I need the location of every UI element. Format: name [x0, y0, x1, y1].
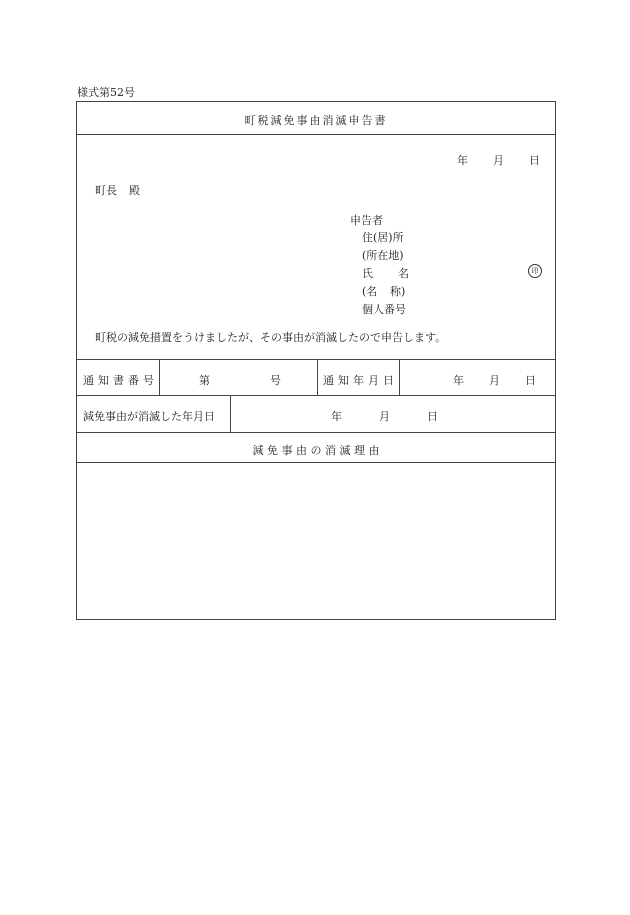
divider — [77, 359, 555, 360]
notice-number-suffix: 号 — [270, 374, 281, 387]
applicant-title-b: 称) — [390, 285, 406, 298]
divider — [317, 359, 318, 395]
divider — [159, 359, 160, 395]
divider — [77, 395, 555, 396]
extinct-date-month: 月 — [379, 410, 390, 423]
notice-number-prefix: 第 — [199, 374, 210, 387]
applicant-name-a: 氏 — [362, 267, 373, 280]
applicant-address: 住(居)所 — [362, 231, 404, 244]
addressee-mayor: 町長 — [95, 184, 117, 197]
date-month: 月 — [493, 154, 504, 167]
date-day: 日 — [529, 154, 540, 167]
extinct-date-year: 年 — [331, 410, 342, 423]
divider — [77, 134, 555, 135]
applicant-name-b: 名 — [398, 267, 409, 280]
applicant-personal-number: 個人番号 — [362, 303, 406, 316]
reason-body[interactable] — [77, 463, 555, 619]
form-number: 様式第52号 — [77, 86, 135, 99]
statement-text: 町税の減免措置をうけましたが、その事由が消滅したので申告します。 — [95, 331, 447, 344]
extinct-date-day: 日 — [427, 410, 438, 423]
notice-date-month: 月 — [489, 374, 500, 387]
notice-date-label: 通知年月日 — [323, 374, 398, 387]
addressee-honorific: 殿 — [129, 184, 140, 197]
extinct-date-label: 減免事由が消滅した年月日 — [83, 410, 215, 423]
divider — [230, 395, 231, 432]
seal-mark: 印 — [528, 264, 542, 278]
reason-header: 減 免 事 由 の 消 滅 理 由 — [252, 444, 380, 457]
notice-number-label: 通知書番号 — [83, 374, 158, 387]
form-title: 町税減免事由消滅申告書 — [244, 114, 388, 127]
date-year: 年 — [457, 154, 468, 167]
form-frame — [76, 101, 556, 620]
applicant-location: (所在地) — [362, 249, 404, 262]
applicant-label: 申告者 — [350, 214, 383, 227]
divider — [399, 359, 400, 395]
divider — [77, 432, 555, 433]
notice-date-day: 日 — [525, 374, 536, 387]
notice-date-year: 年 — [453, 374, 464, 387]
applicant-title-a: (名 — [362, 285, 378, 298]
